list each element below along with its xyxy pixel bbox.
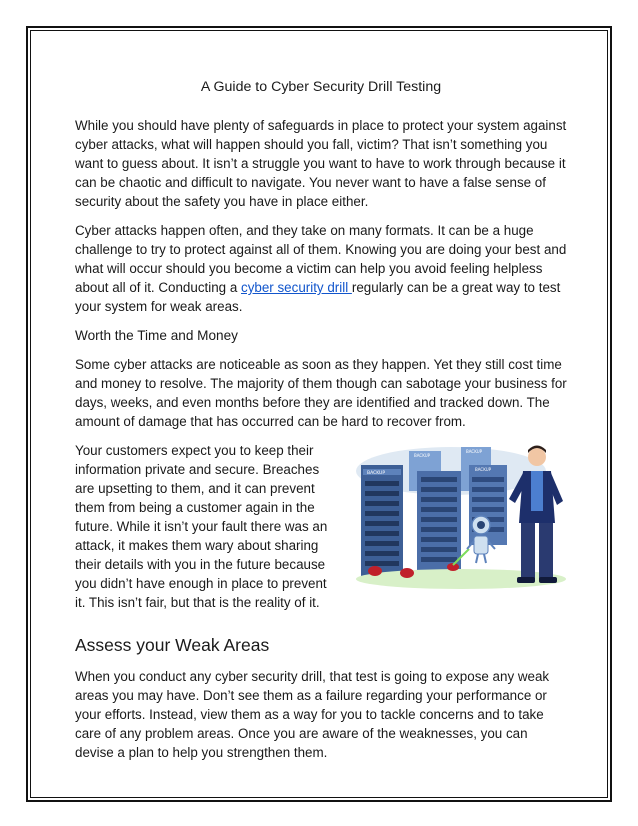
illustration-svg [341,441,573,601]
server-label-mid: BACKUP [466,449,483,454]
server-rack-left-slots [365,481,399,566]
server-label-left: BACKUP [414,453,431,458]
cyber-security-illustration [341,441,573,601]
subheading-worth-time-money: Worth the Time and Money [75,328,238,343]
paragraph-intro: While you should have plenty of safeguards in place to protect your system against cyber attacks, what will happen should you fall, victim? That isn’t something you want to guess about. It isn’t a struggle you want to have to work through because it can be chaotic and difficult to navigate. You never want to have a false sense of security about the safety you have in place either. [75,118,567,209]
paragraph-attacks-text-start: Cyber attacks happen often, and they take on many formats. It can be a huge challenge to try to protect against all of them. Knowing you are doing your best and what will occur should you become a victim can help you avoid feeling helpless about all of it. Conducting a [75,223,567,295]
image-text-block [75,441,567,622]
heading-assess-weak-areas: Assess your Weak Areas [75,635,270,655]
paragraph-assess: When you conduct any cyber security drill, that test is going to expose any weak areas you may have. Don’t see them as a failure regarding your performance or your efforts. Instead, view them as a way for you to tackle concerns and to take care of any problem areas. Once you are aware of the weaknesses, you can devise a plan to help you strengthen them. [75,669,550,760]
bug-icon-1 [368,566,382,576]
paragraph-cost: Some cyber attacks are noticeable as soon as they happen. Yet they still cost time and money to resolve. The majority of them though can sabotage your business for days, weeks, and even months before they are identified and tracked down. The amount of damage that has occurred can be hard to recover from. [75,357,567,429]
server-label-left-rack: BACKUP [367,471,386,476]
server-rack-middle-slots [421,477,457,562]
paragraph-attacks-text-end: regularly can be a great way to test your system for weak areas. [75,280,561,314]
server-label-right: BACKUP [475,467,492,472]
document-title: A Guide to Cyber Security Drill Testing [200,79,442,95]
bug-icon-2 [400,568,414,578]
paragraph-attacks [75,221,567,316]
document-body [75,78,567,772]
cyber-security-drill-link[interactable]: cyber security drill [241,280,352,295]
paragraph-customers: Your customers expect you to keep their information private and secure. Breaches are upsetting to them, and it can prevent them from being a customer again in the future. While it isn’t your fault there was an attack, it makes them wary about sharing their details with you in the future because you didn’t have enough in place to prevent it. This isn’t fair, but that is the reality of it. [75,443,328,610]
